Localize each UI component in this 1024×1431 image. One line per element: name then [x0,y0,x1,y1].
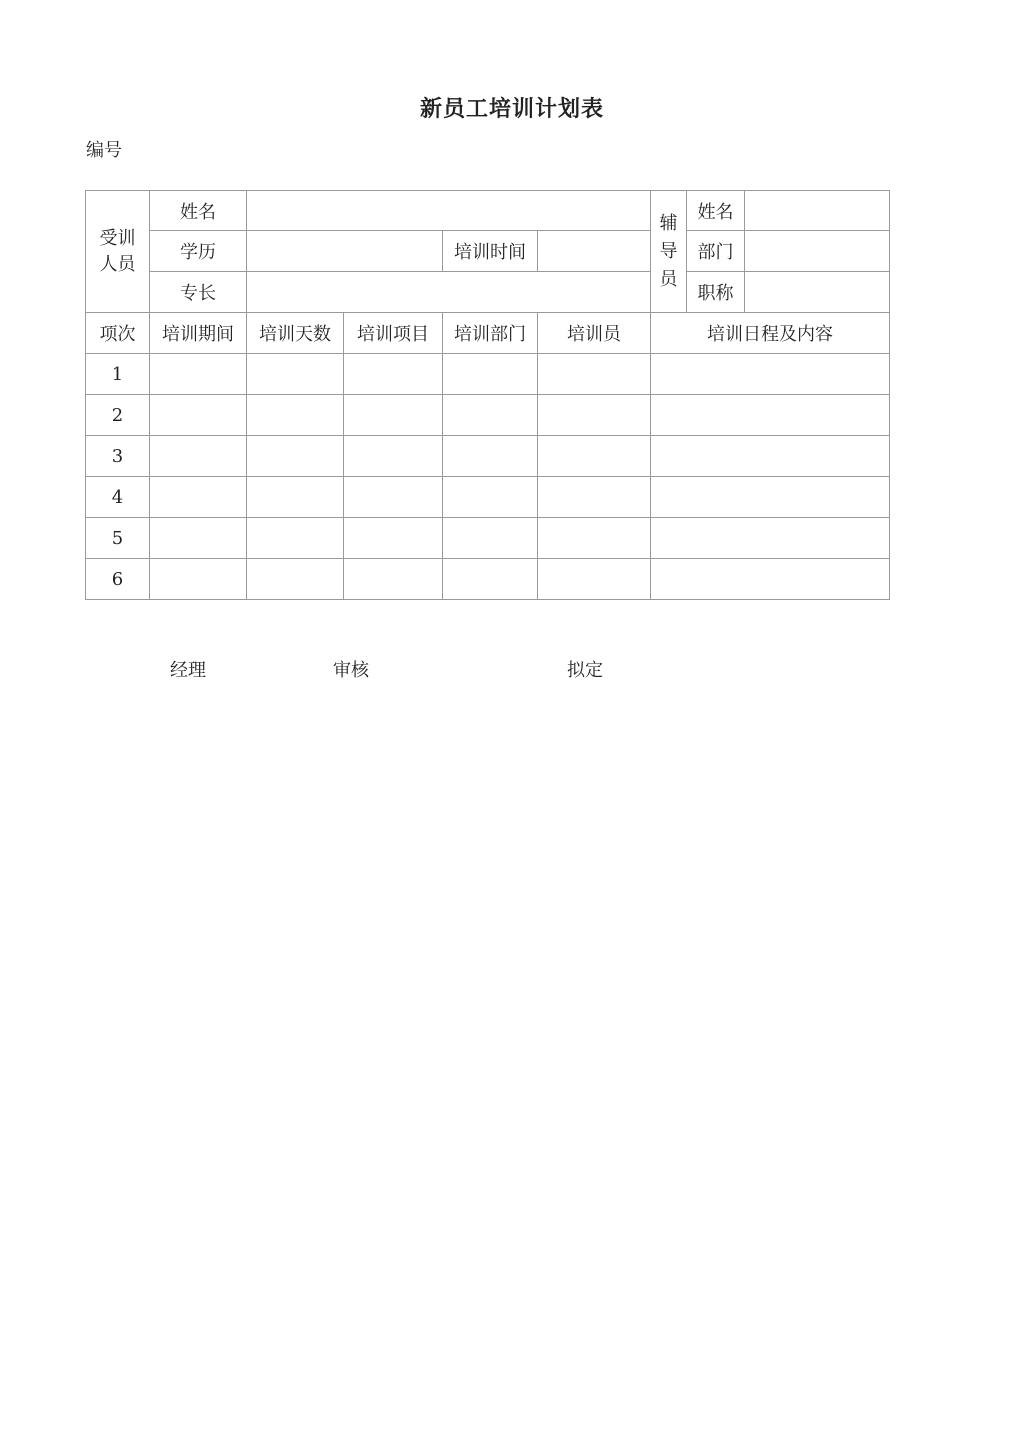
table-row [86,395,890,436]
period-cell[interactable] [150,518,247,559]
table-row [86,559,890,600]
row-number: 4 [86,477,150,518]
content-cell[interactable] [651,395,890,436]
department-cell[interactable] [443,518,538,559]
department-cell[interactable] [443,436,538,477]
trainer-cell[interactable] [538,518,651,559]
period-cell[interactable] [150,436,247,477]
trainee-specialty-label: 专长 [150,272,247,313]
mentor-title-field[interactable] [745,272,890,313]
department-cell[interactable] [443,559,538,600]
mentor-title-label: 职称 [687,272,745,313]
days-cell[interactable] [247,518,344,559]
trainee-education-field[interactable] [247,231,443,272]
trainee-training-time-label: 培训时间 [443,231,538,272]
content-cell[interactable] [651,518,890,559]
mentor-group-char: 辅 [659,212,678,234]
mentor-department-field[interactable] [745,231,890,272]
header-schedule-content: 培训日程及内容 [651,313,890,354]
row-number: 2 [86,395,150,436]
trainer-cell[interactable] [538,354,651,395]
table-row [86,354,890,395]
period-cell[interactable] [150,395,247,436]
department-cell[interactable] [443,477,538,518]
row-number: 3 [86,436,150,477]
table-row [86,436,890,477]
trainer-cell[interactable] [538,395,651,436]
page-title: 新员工培训计划表 [419,97,604,122]
mentor-name-field[interactable] [745,191,890,231]
draft-signature-label: 拟定 [567,660,603,681]
header-training-days: 培训天数 [247,313,344,354]
department-cell[interactable] [443,395,538,436]
trainee-training-time-field[interactable] [538,231,651,272]
item-cell[interactable] [344,395,443,436]
item-cell[interactable] [344,518,443,559]
review-signature-label: 审核 [333,660,369,681]
mentor-group-label [651,191,687,313]
trainee-education-label: 学历 [150,231,247,272]
content-cell[interactable] [651,477,890,518]
header-training-period: 培训期间 [150,313,247,354]
trainee-specialty-field[interactable] [247,272,651,313]
header-training-department: 培训部门 [443,313,538,354]
mentor-name-label: 姓名 [687,191,745,231]
item-cell[interactable] [344,559,443,600]
mentor-group-char: 员 [659,268,678,290]
table-row [86,477,890,518]
trainer-cell[interactable] [538,436,651,477]
row-number: 1 [86,354,150,395]
content-cell[interactable] [651,436,890,477]
days-cell[interactable] [247,559,344,600]
content-cell[interactable] [651,559,890,600]
row-number: 6 [86,559,150,600]
table-row [86,518,890,559]
mentor-department-label: 部门 [687,231,745,272]
schedule-header-row [86,313,890,354]
period-cell[interactable] [150,559,247,600]
info-row-name [86,191,890,231]
info-row-specialty [86,272,890,313]
header-training-item: 培训项目 [344,313,443,354]
trainee-group-label: 受训人员 [86,191,150,313]
period-cell[interactable] [150,477,247,518]
trainer-cell[interactable] [538,477,651,518]
content-cell[interactable] [651,354,890,395]
info-row-education [86,231,890,272]
days-cell[interactable] [247,395,344,436]
item-cell[interactable] [344,477,443,518]
doc-number-label: 编号 [86,140,122,161]
trainer-cell[interactable] [538,559,651,600]
days-cell[interactable] [247,477,344,518]
manager-signature-label: 经理 [170,660,206,681]
department-cell[interactable] [443,354,538,395]
trainee-name-label: 姓名 [150,191,247,231]
mentor-group-char: 导 [659,240,678,262]
item-cell[interactable] [344,354,443,395]
header-item-no: 项次 [86,313,150,354]
header-trainer: 培训员 [538,313,651,354]
days-cell[interactable] [247,354,344,395]
trainee-name-field[interactable] [247,191,651,231]
period-cell[interactable] [150,354,247,395]
days-cell[interactable] [247,436,344,477]
training-plan-table [85,190,890,600]
row-number: 5 [86,518,150,559]
item-cell[interactable] [344,436,443,477]
